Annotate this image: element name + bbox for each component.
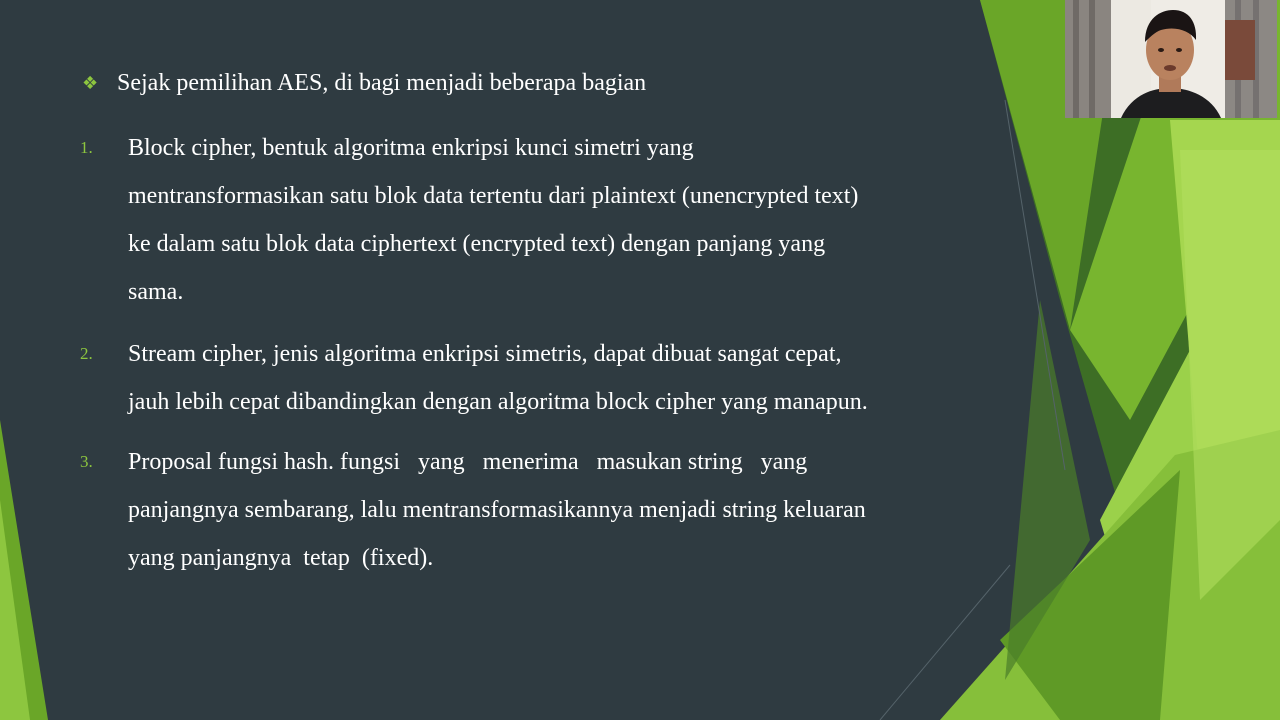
webcam-person-icon: [1065, 0, 1277, 118]
item-line: Stream cipher, jenis algoritma enkripsi simetris, dapat dibuat sangat cepat,: [128, 341, 842, 367]
intro-text: Sejak pemilihan AES, di bagi menjadi beberapa bagian: [117, 70, 647, 96]
item-line: Proposal fungsi hash. fungsi yang menerima masukan string yang: [128, 449, 808, 475]
item-text: [128, 330, 988, 426]
item-text: [128, 438, 988, 582]
item-line: sama.: [128, 279, 184, 305]
item-line: yang panjangnya tetap (fixed).: [128, 545, 434, 571]
item-number: 2.: [80, 344, 93, 363]
item-number: 3.: [80, 452, 93, 471]
item-number: 1.: [80, 138, 93, 157]
item-line: panjangnya sembarang, lalu mentransformasikannya menjadi string keluaran: [128, 497, 866, 523]
item-line: jauh lebih cepat dibandingkan dengan algoritma block cipher yang manapun.: [128, 389, 868, 415]
item-text: [128, 124, 988, 316]
intro-bullet: [82, 70, 646, 97]
item-line: ke dalam satu blok data ciphertext (encrypted text) dengan panjang yang: [128, 231, 826, 257]
diamond-bullet-icon: ❖: [82, 73, 99, 94]
webcam-overlay: [1065, 0, 1277, 118]
item-line: Block cipher, bentuk algoritma enkripsi kunci simetri yang: [128, 135, 694, 161]
item-line: mentransformasikan satu blok data tertentu dari plaintext (unencrypted text): [128, 183, 859, 209]
